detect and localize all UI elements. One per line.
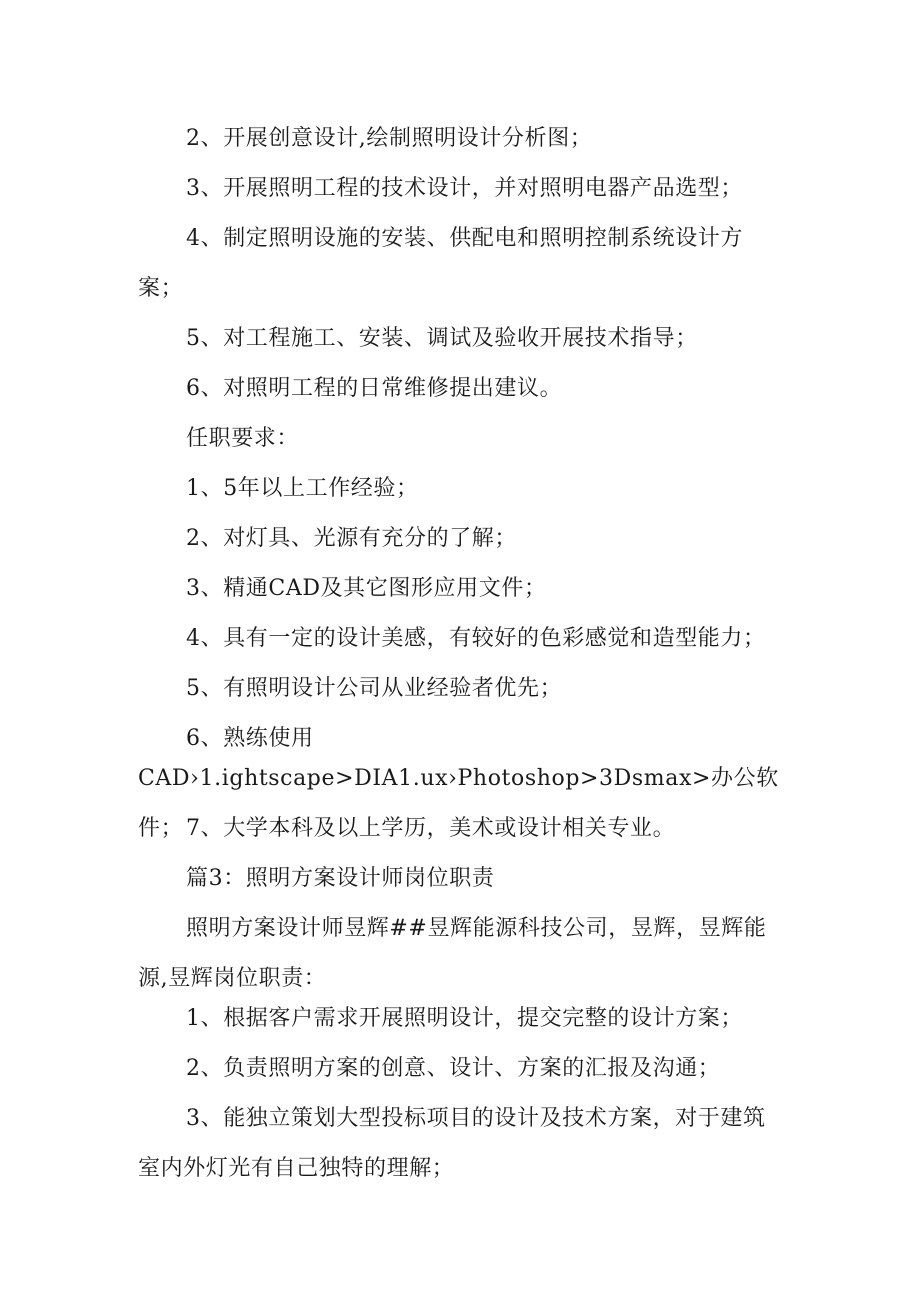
section-heading-part-3: 篇3：照明方案设计师岗位职责 [186,866,495,891]
paragraph-company-intro: 照明方案设计师昱辉##昱辉能源科技公司，昱辉，昱辉能源,昱辉岗位职责： [138,916,767,991]
paragraph-duty-4: 4、制定照明设施的安装、供配电和照明控制系统设计方案； [138,226,743,301]
paragraph-requirement-6-software: CAD›1.ightscape>DIA1.ux›Photoshop>3Dsmax>办公软件； [138,766,779,841]
paragraph-duty-b-2: 2、负责照明方案的创意、设计、方案的汇报及沟通； [186,1056,721,1081]
paragraph-requirement-6: 6、熟练使用 [186,726,314,751]
paragraph-requirement-4: 4、具有一定的设计美感，有较好的色彩感觉和造型能力； [186,626,766,651]
paragraph-requirement-1: 1、5年以上工作经验； [186,476,419,501]
paragraph-duty-2: 2、开展创意设计,绘制照明设计分析图； [186,126,593,151]
paragraph-duty-b-3: 3、能独立策划大型投标项目的设计及技术方案，对于建筑室内外灯光有自己独特的理解； [138,1106,766,1181]
paragraph-requirement-3: 3、精通CAD及其它图形应用文件； [186,576,547,601]
paragraph-duty-b-1: 1、根据客户需求开展照明设计，提交完整的设计方案； [186,1006,743,1031]
paragraph-requirement-7: 7、大学本科及以上学历，美术或设计相关专业。 [186,816,676,841]
requirements-heading: 任职要求： [186,426,300,451]
paragraph-duty-3: 3、开展照明工程的技术设计，并对照明电器产品选型； [186,176,743,201]
paragraph-requirement-5: 5、有照明设计公司从业经验者优先； [186,676,563,701]
paragraph-duty-6: 6、对照明工程的日常维修提出建议。 [186,376,563,401]
paragraph-requirement-2: 2、对灯具、光源有充分的了解； [186,526,517,551]
paragraph-duty-5: 5、对工程施工、安装、调试及验收开展技术指导； [186,326,698,351]
